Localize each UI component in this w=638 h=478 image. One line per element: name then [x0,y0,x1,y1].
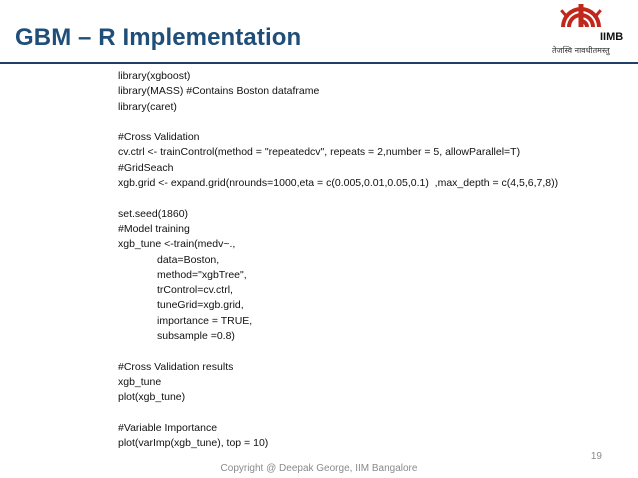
code-line: xgb_tune <-train(medv~., [118,238,236,251]
blank-line [118,406,618,421]
code-comment: #Model training [118,222,190,235]
slide-title: GBM – R Implementation [15,24,302,51]
code-line: set.seed(1860) [118,207,189,220]
code-line: tuneGrid=xgb.grid, [157,299,244,312]
code-line: library(xgboost) [118,70,191,82]
code-line: data=Boston, [157,253,220,266]
code-line: subsample =0.8) [157,330,235,343]
iimb-emblem-icon [557,3,605,39]
iimb-logo [548,3,634,59]
r-code-block [118,69,618,451]
code-line: trControl=cv.ctrl, [157,284,233,297]
code-line: plot(varImp(xgb_tune), top = 10) [118,437,269,450]
logo-wordmark: IIMB [600,31,624,43]
code-line: xgb.grid <- expand.grid(nrounds=1000,eta = c(0.005,0.01,0.05,0.1) ,max_depth = c(4,5,6,7,8)) [118,177,559,190]
code-line: importance = TRUE, [157,314,253,327]
code-line: plot(xgb_tune) [118,391,186,404]
code-comment: #Cross Validation results [118,360,234,373]
code-line: xgb_tune [118,375,162,388]
code-comment: #GridSeach [118,161,174,174]
code-line: library(caret) [118,100,177,113]
blank-line [118,115,618,130]
code-comment: #Variable Importance [118,421,218,434]
logo-motto: तेजस्वि नावधीतमस्तु [552,46,610,55]
code-line: cv.ctrl <- trainControl(method = "repeatedcv", repeats = 2,number = 5, allowParallel=T) [118,146,521,159]
copyright-footer: Copyright @ Deepak George, IIM Bangalore [220,463,418,474]
blank-line [118,344,618,359]
page-number: 19 [590,451,602,462]
title-divider [0,62,638,64]
code-comment: #Cross Validation [118,131,200,144]
code-line: method="xgbTree", [157,268,247,281]
blank-line [118,191,618,206]
code-line: library(MASS) #Contains Boston dataframe [118,85,320,98]
